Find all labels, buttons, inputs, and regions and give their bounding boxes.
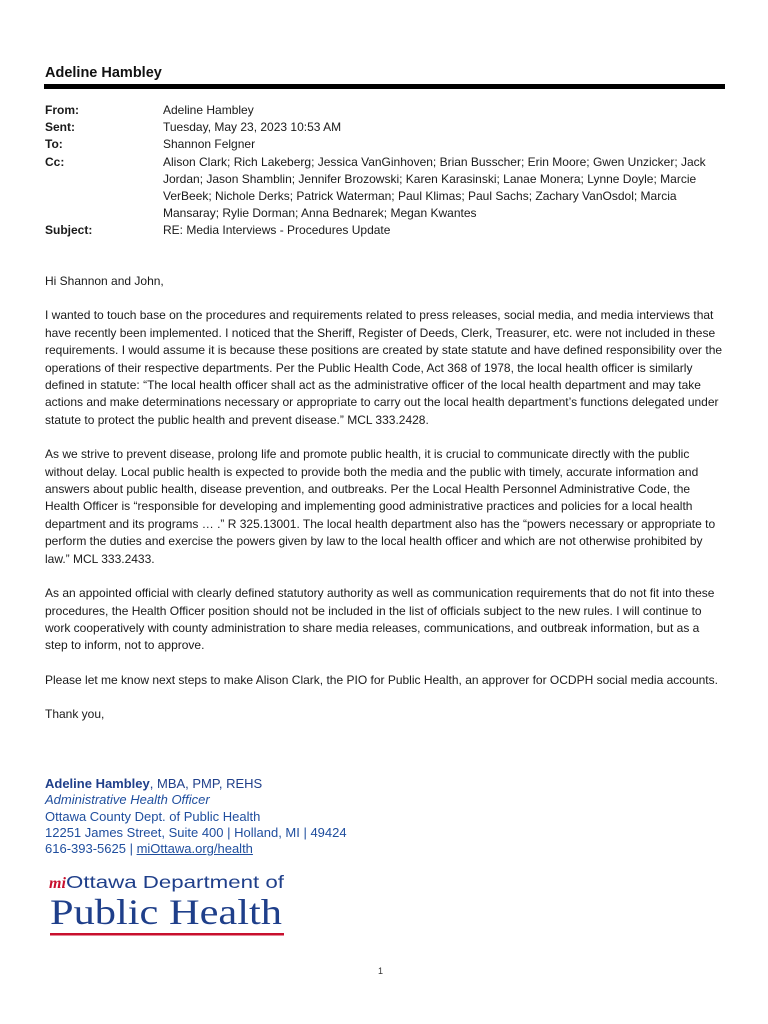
signature-address: 12251 James Street, Suite 400 | Holland, MI | 49424: [45, 824, 347, 840]
cc-value: Alison Clark; Rich Lakeberg; Jessica VanGinhoven; Brian Busscher; Erin Moore; Gwen Unzicker; Jack Jordan; Jason Shamblin; Jennifer Brozowski; Karen Karasinski; Lanae Monera; Lynne Doyle; Marcie VerBeek; Nichole Derks; Patrick Waterman; Paul Klimas; Paul Sachs; Zachary VanOsdol; Marcia Mansaray; Rylie Dorman; Anna Bednarek; Megan Kwantes: [163, 154, 706, 221]
title-rule: [44, 84, 725, 89]
body-paragraph-3: As an appointed official with clearly defined statutory authority as well as communication requirements that do not fit into these procedures, the Health Officer position should not be included in the list of officials subject to the new rules. I will continue to work cooperatively with county administration to share media releases, communications, and outbreak information, but as a step to inform, not to approve.: [45, 586, 715, 653]
sent-value: Tuesday, May 23, 2023 10:53 AM: [163, 120, 342, 135]
email-body: [45, 273, 725, 741]
from-label: From:: [45, 103, 79, 117]
from-value: Adeline Hambley: [163, 103, 254, 117]
cc-row: [45, 154, 725, 223]
from-row: [45, 102, 725, 119]
cc-label: Cc:: [45, 154, 65, 169]
sent-label: Sent:: [45, 120, 75, 135]
signature-name: Adeline Hambley: [45, 776, 150, 791]
closing: Thank you,: [45, 707, 105, 722]
document-title: Adeline Hambley: [45, 65, 162, 81]
signature-department: Ottawa County Dept. of Public Health: [45, 808, 261, 824]
signature-contact-line: [45, 841, 347, 857]
sent-row: [45, 119, 725, 136]
department-logo: [48, 868, 288, 940]
logo-line-2: Public Health: [50, 892, 282, 932]
page-number: 1: [378, 966, 384, 976]
to-label: To:: [45, 137, 63, 152]
signature-credentials: , MBA, PMP, REHS: [149, 776, 263, 791]
signature-name-line: [45, 776, 347, 792]
body-paragraph-2: As we strive to prevent disease, prolong life and promote public health, it is crucial to communicate directly with the public without delay. Local public health is expected to provide both the media and the public with timely, accurate information and answers about public health, disease prevention, and outbreaks. Per the Local Health Personnel Administrative Code, the Health Officer is “responsible for developing and implementing good administrative practices and policies for a local health department and its programs … .” R 325.13001. The local health department also has the “powers necessary or appropriate to perform the duties and exercise the powers given by law to the local health officer and which are not otherwise prohibited by law.” MCL 333.2433.: [45, 447, 716, 566]
logo-line-1: Ottawa Department of: [66, 872, 285, 892]
email-header: [45, 102, 725, 240]
signature-block: [45, 776, 347, 857]
signature-title: Administrative Health Officer: [45, 792, 210, 808]
subject-value: RE: Media Interviews - Procedures Update: [163, 223, 391, 238]
signature-phone: 616-393-5625: [45, 841, 126, 857]
logo-underline: [50, 933, 284, 936]
website-link[interactable]: miOttawa.org/health: [136, 841, 253, 857]
to-value: Shannon Felgner: [163, 137, 256, 152]
subject-label: Subject:: [45, 223, 93, 238]
greeting: Hi Shannon and John,: [45, 274, 164, 288]
signature-separator: |: [125, 841, 137, 857]
body-paragraph-1: I wanted to touch base on the procedures and requirements related to press releases, social media, and media interviews that have recently been implemented. I noticed that the Sheriff, Register of Deeds, Clerk, Treasurer, etc. were not included in these requirements. I would assume it is because these positions are created by state statute and have defined responsibility over the operations of their respective departments. Per the Public Health Code, Act 368 of 1978, the local health officer is similarly defined in statute: “The local health officer shall act as the administrative officer of the local health department and may take actions and make determinations necessary or appropriate to carry out the local health department’s functions delegated under statute to protect the public health and prevent disease.” MCL 333.2428.: [45, 308, 723, 427]
to-row: [45, 136, 725, 153]
logo-prefix: mi: [49, 875, 66, 892]
body-paragraph-4: Please let me know next steps to make Alison Clark, the PIO for Public Health, an approver for OCDPH social media accounts.: [45, 672, 718, 687]
subject-row: [45, 222, 725, 239]
